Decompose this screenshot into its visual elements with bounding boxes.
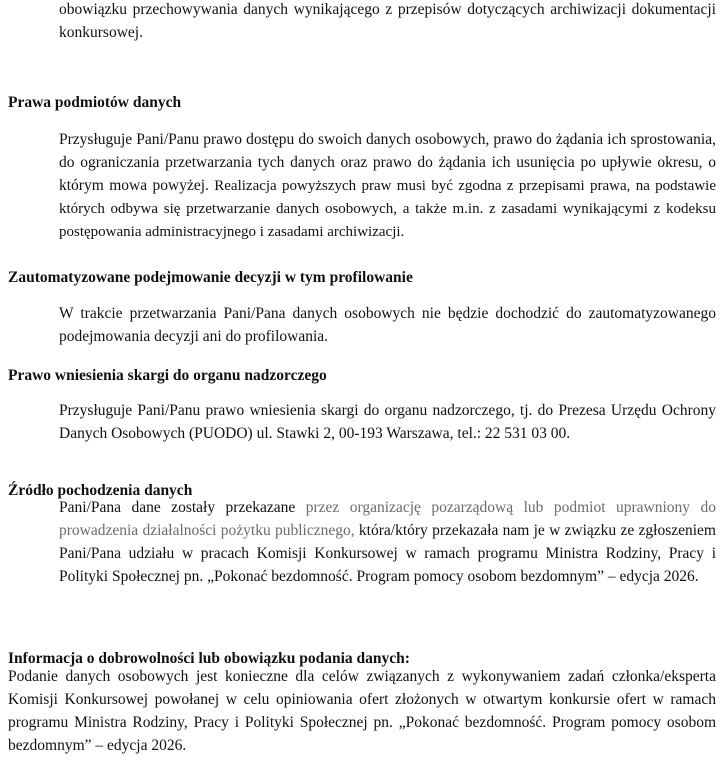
rights-text-part1: Przysługuje Pani/Panu prawo dostępu do swoich danych osobowych, prawo do żądania ich sprostowania, do ograniczania przetwarzania tych danych oraz prawo do żądania ich usunięcia po upływie okresu, o którym mowa powyżej. (59, 131, 716, 194)
rights-text-part2: Realizacja powyższych praw musi być zgodna z przepisami prawa, na podstawie których odbywa się przetwarzanie danych osobowych, a także m.in. z zasadami wynikającymi z kodeksu postępowania administracyjnego i zasadami archiwizacji. (59, 178, 716, 240)
rights-paragraph (59, 128, 716, 243)
automation-paragraph: W trakcie przetwarzania Pani/Pana danych osobowych nie będzie dochodzić do zautomatyzowanego podejmowania decyzji ani do profilowania. (59, 305, 716, 345)
complaint-heading: Prawo wniesienia skargi do organu nadzorczego (8, 367, 327, 384)
source-paragraph (59, 496, 716, 588)
retention-paragraph: obowiązku przechowywania danych wynikającego z przepisów dotyczących archiwizacji dokumentacji konkursowej. (59, 1, 716, 41)
rights-heading: Prawa podmiotów danych (8, 94, 182, 111)
source-text-grey: przez organizację pozarządową lub podmiot uprawniony do prowadzenia działalności pożytku publicznego, (59, 499, 716, 539)
source-text-end: która/który przekazała nam je w związku ze zgłoszeniem Pani/Pana udziału w pracach Komisji Konkursowej w ramach programu Ministra Rodziny, Pracy i Polityki Społecznej pn. „Pokonać bezdomność. Program pomocy osobom bezdomnym” – edycja 2026. (59, 522, 716, 585)
voluntary-paragraph: Podanie danych osobowych jest konieczne dla celów związanych z wykonywaniem zadań członka/eksperta Komisji Konkursowej powołanej w celu opiniowania ofert złożonych w otwartym konkursie ofert w ramach programu Ministra Rodziny, Pracy i Polityki Społecznej pn. „Pokonać bezdomność. Program pomocy osobom bezdomnym” – edycja 2026. (8, 668, 716, 754)
source-heading: Źródło pochodzenia danych (8, 482, 193, 499)
voluntary-heading: Informacja o dobrowolności lub obowiązku podania danych: (8, 650, 410, 667)
complaint-paragraph: Przysługuje Pani/Panu prawo wniesienia skargi do organu nadzorczego, tj. do Prezesa Urzędu Ochrony Danych Osobowych (PUODO) ul. Stawki 2, 00-193 Warszawa, tel.: 22 531 03 00. (59, 402, 716, 442)
automation-heading: Zautomatyzowane podejmowanie decyzji w tym profilowanie (8, 269, 413, 286)
source-text-start: Pani/Pana dane zostały przekazane (59, 499, 306, 516)
